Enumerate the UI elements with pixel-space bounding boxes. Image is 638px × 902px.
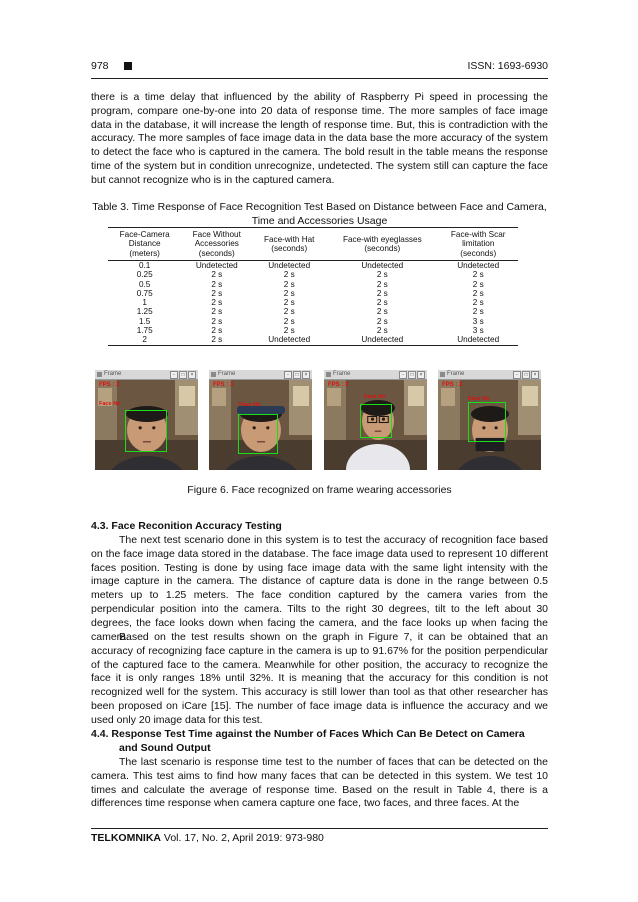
close-icon: ×: [531, 371, 539, 379]
fps-label: FPS : 3: [442, 382, 463, 388]
table-cell: 2 s: [283, 326, 295, 336]
table-cell: Undetected: [361, 261, 404, 270]
minimize-icon: -: [513, 371, 521, 379]
table-cell: 2: [108, 335, 181, 345]
frame-title: Frame: [104, 371, 122, 377]
table-cell: 2 s: [283, 316, 295, 326]
maximize-icon: □: [293, 371, 301, 379]
face-label: Face No: [468, 396, 490, 402]
table-cell: Undetected: [268, 261, 311, 270]
close-icon: ×: [302, 371, 310, 379]
table-cell: 2 s: [472, 270, 484, 280]
section-heading-4-3: 4.3. Face Reconition Accuracy Testing: [91, 520, 282, 532]
table-cell: 2 s: [472, 288, 484, 298]
table-cell: 1.75: [136, 326, 153, 336]
table-cell: 2 s: [211, 298, 223, 308]
table-cell: 2 s: [283, 279, 295, 289]
table-row: [108, 289, 518, 298]
table-header-line: (seconds): [271, 244, 308, 253]
frame-titlebar: [324, 370, 427, 380]
table-cell: 3 s: [472, 326, 484, 336]
header-square-icon: [124, 62, 132, 70]
maximize-icon: □: [522, 371, 530, 379]
table-header-cell: [181, 228, 252, 261]
close-icon: ×: [188, 371, 196, 379]
table-cell: 2 s: [376, 298, 388, 308]
face-label: Face No: [99, 401, 121, 407]
section-4-3-paragraph-2: Based on the test results shown on the graph in Figure 7, it can be obtained that an accuracy of recognizing face capture in the camera is up to 91.67% for the position perpendicular of the captured face to the camera. Meanwhile for other position, the accuracy to recognize the face it is only ranges 18% until 32%. It is meaning that the accuracy for this condition is not recognized well for the system. This accuracy is still lower than tool as that other researcher has been proposed on iCare [15]. The number of face image data is influence the accuracy and we used only 20 image data for this test.: [91, 631, 548, 726]
section-heading-4-4: [91, 728, 548, 755]
camera-frame-image: [324, 370, 427, 470]
table-header-line: (meters): [129, 248, 160, 258]
table-header-line: Face-with Scar: [450, 230, 506, 240]
maximize-icon: □: [408, 371, 416, 379]
minimize-icon: -: [284, 371, 292, 379]
table-cell: 2 s: [283, 270, 295, 280]
table-cell: 2 s: [376, 270, 388, 280]
table-header-line: limitation: [462, 239, 495, 249]
fps-label: FPS : 3: [213, 382, 234, 388]
camera-frame-image: [438, 370, 541, 470]
face-label: Face No: [239, 402, 261, 408]
fps-label: FPS : 3: [99, 382, 120, 388]
section-heading-4-4-line2: and Sound Output: [119, 741, 211, 754]
table-header-line: (seconds): [460, 248, 497, 258]
table-header-line: Face-Camera: [119, 230, 170, 240]
table-header-row: [108, 228, 518, 261]
table-cell: 0.5: [138, 279, 151, 289]
table-cell: Undetected: [326, 335, 438, 345]
table-cell: 2 s: [376, 326, 388, 336]
table-cell: 2 s: [472, 279, 484, 289]
table-cell: 2 s: [211, 326, 223, 336]
table-row: [108, 261, 518, 271]
table-row: [108, 270, 518, 279]
section-4-4-paragraph-1: The last scenario is response time test to the number of faces that can be detected on the camera. This test aims to find how many faces that can be detected in this system. We test 10 times and calculate the average of response time. Based on the result in Table 4, there is a differences time response when camera capture one face, two faces, and three faces. At the: [91, 756, 548, 810]
face-detection-box: [468, 402, 506, 442]
table-header-line: Accessories: [194, 239, 239, 249]
frame-titlebar: [209, 370, 312, 380]
table-body: [108, 261, 518, 346]
table-cell: 2 s: [211, 270, 223, 280]
frame-title: Frame: [218, 371, 236, 377]
window-icon: [326, 372, 331, 377]
table-row: [108, 298, 518, 307]
header-rule: [91, 78, 548, 79]
minimize-icon: -: [399, 371, 407, 379]
table-cell: 0.75: [136, 288, 153, 298]
window-icon: [211, 372, 216, 377]
window-controls: [283, 371, 310, 379]
frame-titlebar: [438, 370, 541, 380]
table-cell: 1.5: [138, 316, 151, 326]
face-detection-box: [125, 410, 167, 452]
camera-frame-image: [95, 370, 198, 470]
table-row: [108, 280, 518, 289]
table-caption: Table 3. Time Response of Face Recognition Test Based on Distance between Face and Camera, Time and Accessories Usage: [92, 201, 547, 227]
table-row: [108, 326, 518, 335]
table-header-line: (seconds): [198, 248, 235, 258]
table-row: [108, 317, 518, 326]
journal-name: TELKOMNIKA: [91, 832, 161, 844]
figure-photos: [95, 370, 541, 470]
face-detection-box: [360, 404, 392, 438]
table-cell: 2 s: [211, 307, 223, 317]
table-cell: 2 s: [376, 316, 388, 326]
frame-title: Frame: [333, 371, 351, 377]
table-cell: 0.25: [136, 270, 153, 280]
face-detection-box: [238, 414, 278, 454]
table-header-line: Face-with eyeglasses: [342, 234, 422, 244]
window-controls: [398, 371, 425, 379]
table-header-cell: [252, 228, 326, 261]
close-icon: ×: [417, 371, 425, 379]
face-label: Face No: [364, 394, 386, 400]
table-cell: 1.25: [136, 307, 153, 317]
camera-frame-image: [209, 370, 312, 470]
table-cell: 2 s: [181, 335, 252, 345]
table-row: [108, 335, 518, 345]
window-icon: [440, 372, 445, 377]
table-cell: Undetected: [457, 261, 500, 270]
table-cell: 0.1: [138, 261, 151, 270]
minimize-icon: -: [170, 371, 178, 379]
frame-title: Frame: [447, 371, 465, 377]
table-header-line: (seconds): [364, 244, 401, 253]
table-row: [108, 307, 518, 316]
frame-titlebar: [95, 370, 198, 380]
window-controls: [169, 371, 196, 379]
figure-caption: Figure 6. Face recognized on frame wearing accessories: [187, 484, 452, 496]
maximize-icon: □: [179, 371, 187, 379]
table-cell: 2 s: [211, 288, 223, 298]
table-cell: Undetected: [252, 335, 326, 345]
table-cell: 2 s: [283, 307, 295, 317]
page-number: 978: [91, 60, 109, 72]
table-header-cell: [108, 228, 181, 261]
table-cell: 2 s: [472, 307, 484, 317]
table-cell: 3 s: [472, 316, 484, 326]
table-header-line: Distance: [128, 239, 161, 249]
response-time-table: [108, 227, 518, 346]
section-heading-4-4-line1: 4.4. Response Test Time against the Number of Faces Which Can Be Detect on Camera: [91, 728, 525, 740]
journal-citation: Vol. 17, No. 2, April 2019: 973-980: [163, 832, 324, 844]
table-cell: 2 s: [211, 316, 223, 326]
page-header: [91, 60, 548, 74]
window-icon: [97, 372, 102, 377]
table-cell: 2 s: [376, 279, 388, 289]
issn: ISSN: 1693-6930: [467, 60, 548, 72]
table-cell: 2 s: [283, 288, 295, 298]
section-4-3-paragraph-1: The next test scenario done in this system is to test the accuracy of recognition face based on the face image data stored in the database. The face image data used to represent 10 different faces position. Testing is done by using face image data with the same light intensity with the image capture in the camera. The distance of capture data is done in the range between 0.5 meters up to 1.25 meters. The face condition captured by the camera varies from the perpendicular position into the camera. Tilts to the right 30 degrees, tilt to the left about 30 degrees, the face looks down when facing the camera, and the face looks up when facing the camera.: [91, 534, 548, 643]
table-cell: 2 s: [472, 298, 484, 308]
table-cell: 2 s: [376, 288, 388, 298]
table-header-cell: [438, 228, 518, 261]
table-header-line: Face Without: [192, 230, 241, 240]
table-cell: 2 s: [283, 298, 295, 308]
table-cell: 2 s: [211, 279, 223, 289]
window-controls: [512, 371, 539, 379]
table-header-cell: [326, 228, 438, 261]
table-cell: 2 s: [376, 307, 388, 317]
intro-paragraph: there is a time delay that influenced by the ability of Raspberry Pi speed in processing the program, compare one-by-one into 20 data of response time. The more samples of face image data in the database, it will increase the length of response time. But, this is contradiction with the accuracy. The more samples of face image data in the data base the more accuracy of the system to detect the face who is captured in the camera. The bold result in the table means the response time of the system but in condition unrecognize, undetected. The system still can capture the face but cannot recognize who is in the captured camera.: [91, 91, 548, 186]
table-cell: Undetected: [195, 261, 238, 270]
page-footer: [91, 832, 324, 844]
table-header-line: Face-with Hat: [263, 234, 315, 244]
footer-rule: [91, 828, 548, 829]
table-cell: Undetected: [438, 335, 518, 345]
table-cell: 1: [142, 298, 147, 308]
fps-label: FPS : 3: [328, 382, 349, 388]
